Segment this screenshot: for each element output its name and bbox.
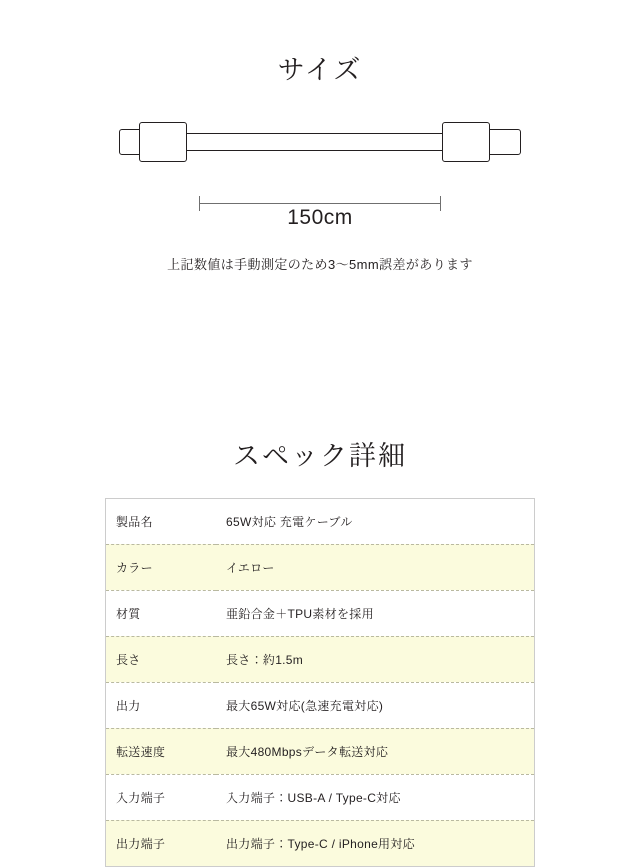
spec-section <box>0 273 640 866</box>
table-row <box>106 636 534 682</box>
spec-label: 出力端子 <box>106 820 216 866</box>
size-section-title: サイズ <box>277 55 363 85</box>
spec-value: 亜鉛合金＋TPU素材を採用 <box>216 590 534 636</box>
cable-left-connector-tip <box>119 129 140 155</box>
cable-cord <box>186 133 443 151</box>
spec-label: 長さ <box>106 636 216 682</box>
table-row <box>106 499 534 545</box>
spec-value: 最大65W対応(急速充電対応) <box>216 682 534 728</box>
spec-table-container <box>105 498 535 867</box>
spec-label: カラー <box>106 544 216 590</box>
cable-left-connector-body <box>139 122 187 162</box>
table-row <box>106 728 534 774</box>
cable-right-connector-body <box>442 122 490 162</box>
table-row <box>106 820 534 866</box>
table-row <box>106 590 534 636</box>
spec-label: 材質 <box>106 590 216 636</box>
size-section <box>0 0 640 273</box>
usb-cable-illustration <box>0 112 640 172</box>
spec-value: 入力端子：USB-A / Type-C対応 <box>216 774 534 820</box>
spec-label: 出力 <box>106 682 216 728</box>
spec-label: 転送速度 <box>106 728 216 774</box>
spec-table <box>106 499 534 866</box>
spec-value: 出力端子：Type-C / iPhone用対応 <box>216 820 534 866</box>
spec-table-body <box>106 499 534 866</box>
cable-right-connector-tip <box>489 129 521 155</box>
spec-section-title: スペック詳細 <box>233 441 407 472</box>
spec-value: イエロー <box>216 544 534 590</box>
measurement-note: 上記数値は手動測定のため3〜5mm誤差があります <box>167 257 473 273</box>
table-row <box>106 682 534 728</box>
spec-label: 入力端子 <box>106 774 216 820</box>
spec-label: 製品名 <box>106 499 216 545</box>
dimension-label: 150cm <box>287 206 353 230</box>
dimension-line <box>199 203 441 204</box>
table-row <box>106 544 534 590</box>
spec-value: 長さ：約1.5m <box>216 636 534 682</box>
dimension-line-group <box>0 184 640 230</box>
spec-value: 最大480Mbpsデータ転送対応 <box>216 728 534 774</box>
spec-value: 65W対応 充電ケーブル <box>216 499 534 545</box>
table-row <box>106 774 534 820</box>
